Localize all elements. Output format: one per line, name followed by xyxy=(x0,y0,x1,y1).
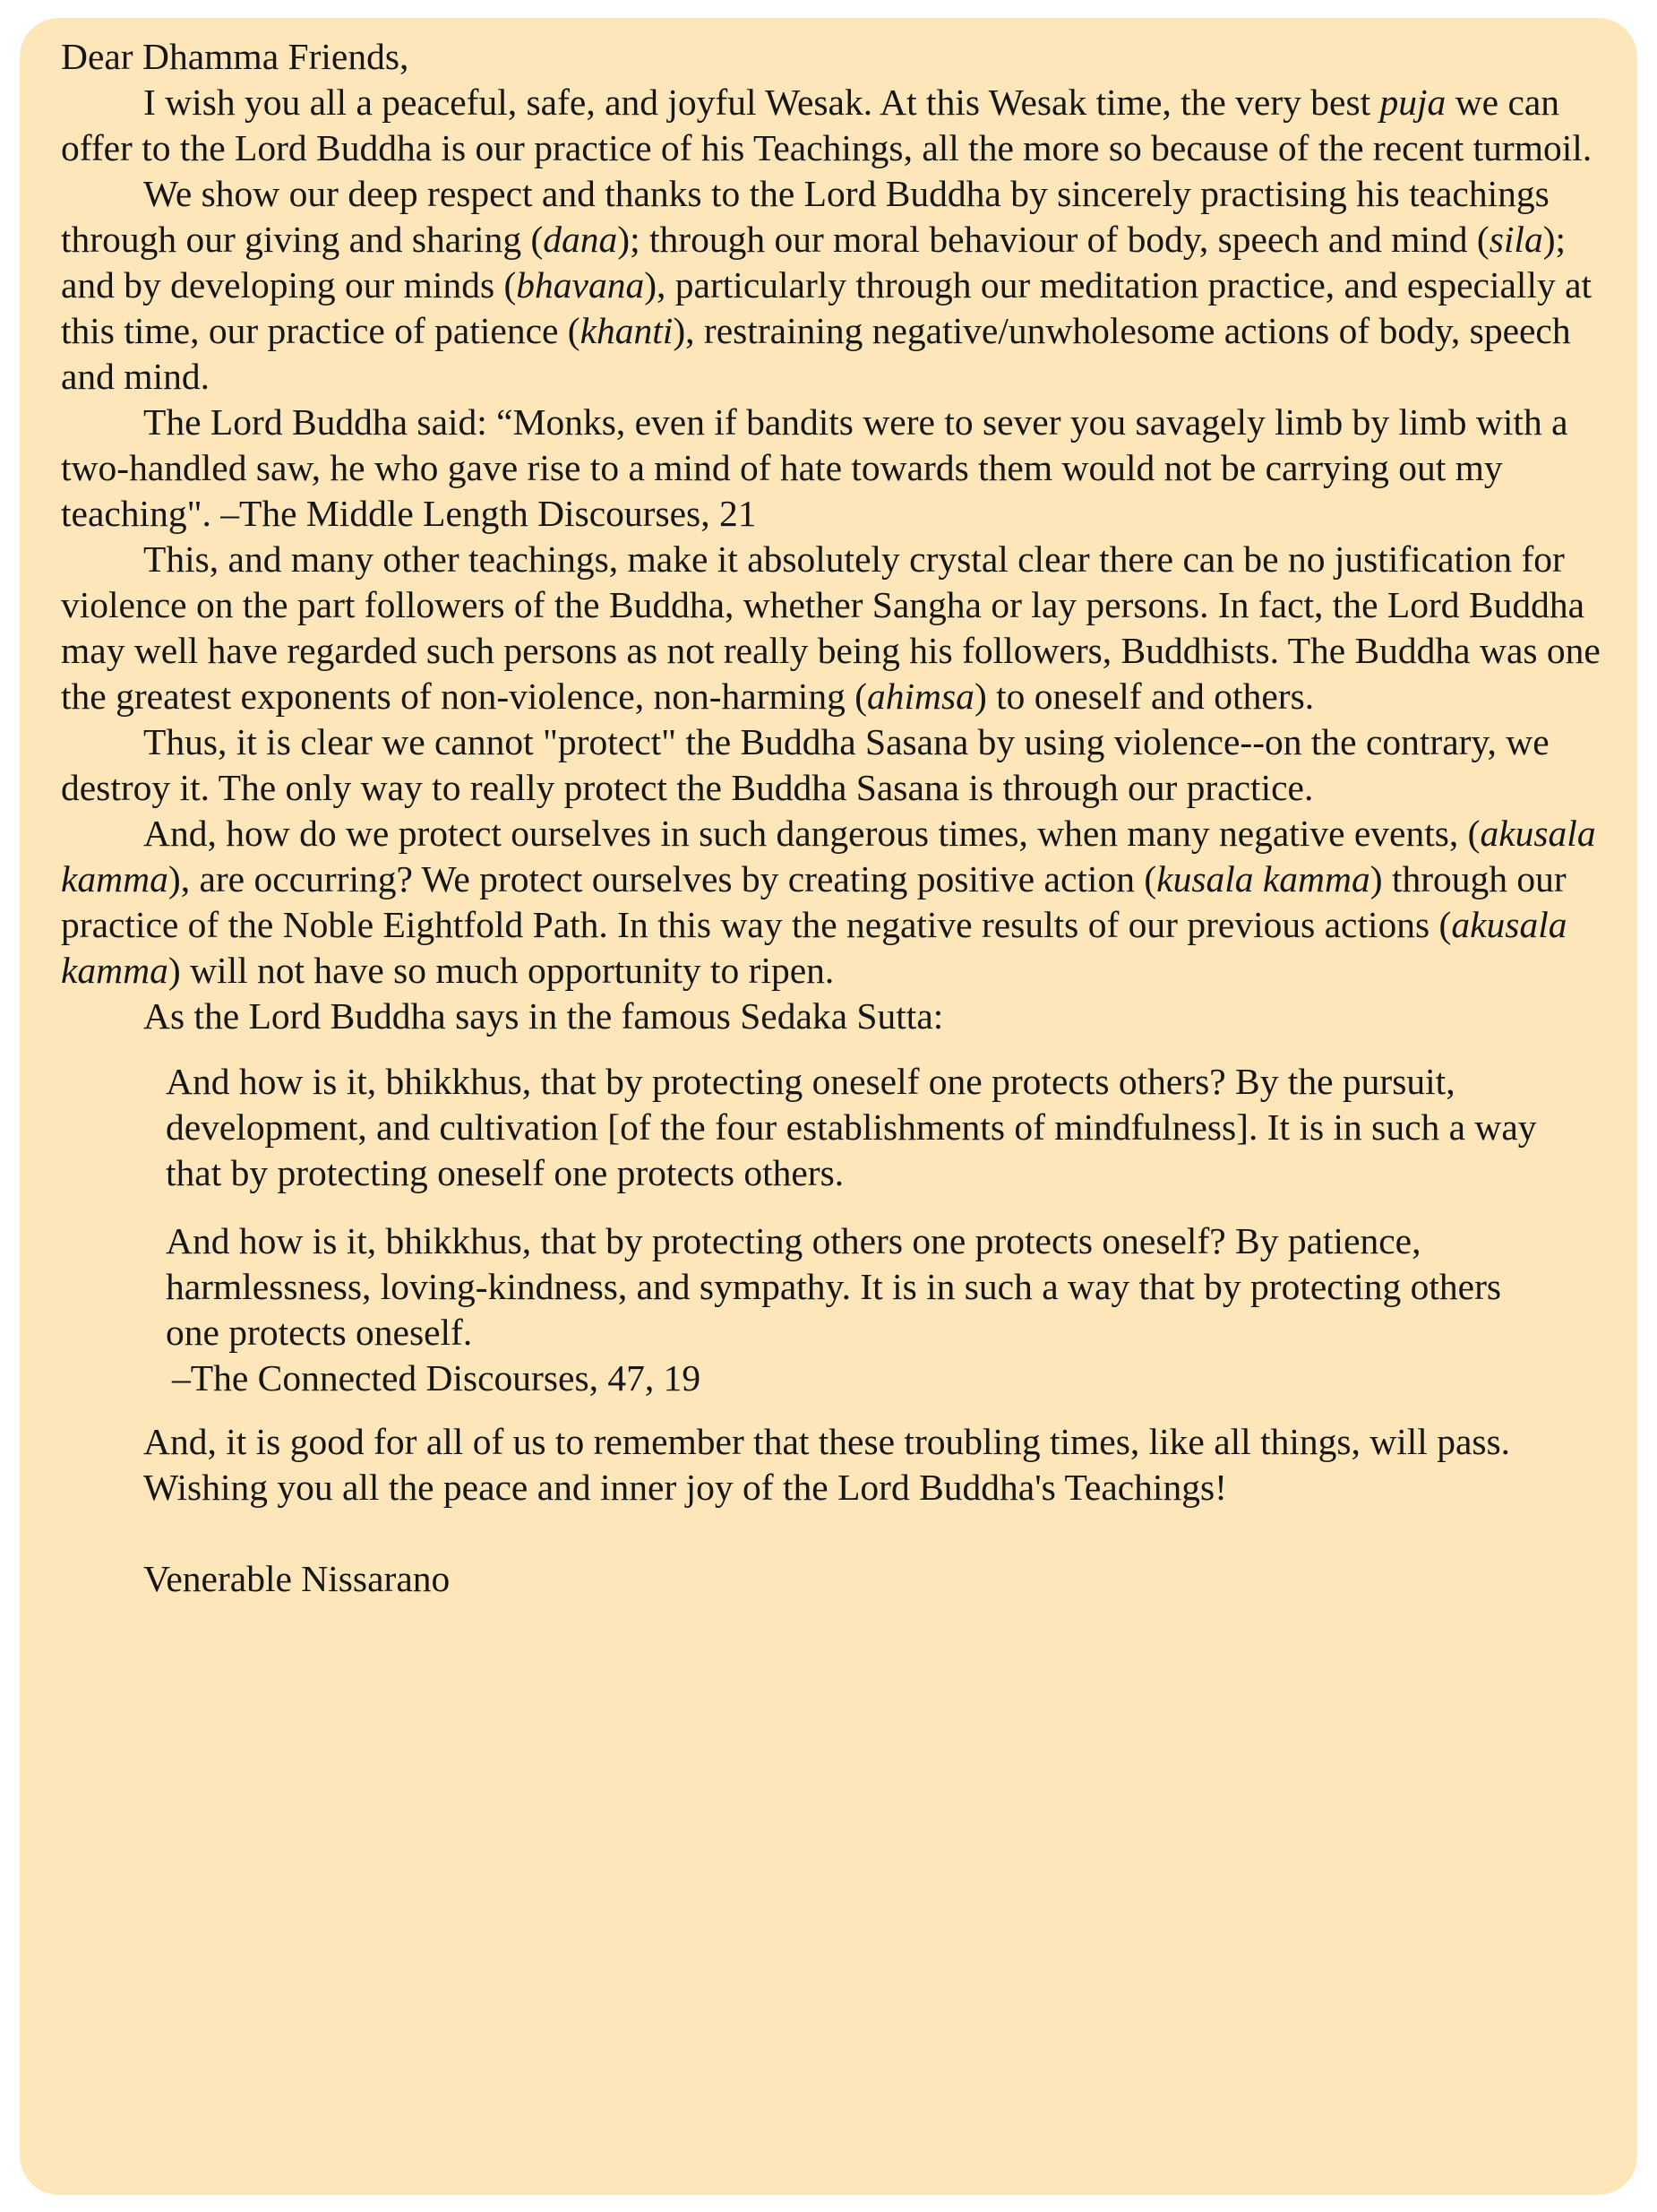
text-run: ); and by developing our minds ( xyxy=(61,219,1567,306)
paragraph-8: And, it is good for all of us to remember that these troubling times, like all things, will pass. xyxy=(143,1421,1511,1462)
pali-term: puja xyxy=(1379,82,1447,123)
paragraph-4 xyxy=(61,537,1606,719)
text-run: ) will not have so much opportunity to ripen. xyxy=(167,950,835,991)
paragraph-9: Wishing you all the peace and inner joy of the Lord Buddha's Teachings! xyxy=(143,1467,1227,1508)
paragraph-7: As the Lord Buddha says in the famous Sedaka Sutta: xyxy=(143,995,944,1037)
pali-term: dana xyxy=(543,219,618,260)
text-run: I wish you all a peaceful, safe, and joyful Wesak. At this Wesak time, the very best xyxy=(143,82,1380,123)
pali-term: akusala kamma xyxy=(61,904,1567,991)
text-run: we can offer to the Lord Buddha is our practice of his Teachings, all the more so because of the recent turmoil. xyxy=(61,82,1593,168)
paragraph-2 xyxy=(61,171,1606,400)
text-run: ); through our moral behaviour of body, speech and mind ( xyxy=(617,219,1490,260)
text-run: We show our deep respect and thanks to the Lord Buddha by sincerely practising his teachings through our giving and sharing ( xyxy=(61,173,1550,260)
salutation: Dear Dhamma Friends, xyxy=(61,36,409,77)
pali-term: khanti xyxy=(580,310,674,351)
block-quote xyxy=(166,1059,1545,1401)
signature: Venerable Nissarano xyxy=(143,1558,451,1599)
text-run: ), particularly through our meditation practice, and especially at this time, our practice of patience ( xyxy=(61,264,1593,351)
letter-body xyxy=(61,34,1606,1602)
text-run: ) through our practice of the Noble Eightfold Path. In this way the negative results of our previous actions ( xyxy=(61,858,1567,945)
spacer xyxy=(61,1511,1606,1556)
paragraph-3: The Lord Buddha said: “Monks, even if bandits were to sever you savagely limb by limb with a two-handled saw, he who gave rise to a mind of hate towards them would not be carrying out my teaching". –The Middle Length Discourses, 21 xyxy=(61,401,1568,534)
paragraph-1 xyxy=(61,80,1606,171)
quote-source: –The Connected Discourses, 47, 19 xyxy=(172,1357,701,1399)
paragraph-5: Thus, it is clear we cannot "protect" the Buddha Sasana by using violence--on the contrary, we destroy it. The only way to really protect the Buddha Sasana is through our practice. xyxy=(61,721,1550,808)
pali-term: akusala kamma xyxy=(61,813,1596,899)
text-run: ) to oneself and others. xyxy=(974,676,1315,717)
paragraph-6 xyxy=(61,811,1606,994)
pali-term: kusala kamma xyxy=(1156,858,1370,899)
text-run: ), are occurring? We protect ourselves by creating positive action ( xyxy=(167,858,1157,899)
pali-term: sila xyxy=(1489,219,1543,260)
pali-term: ahimsa xyxy=(867,676,974,717)
pali-term: bhavana xyxy=(516,264,645,306)
text-run: This, and many other teachings, make it absolutely crystal clear there can be no justification for violence on the part followers of the Buddha, whether Sangha or lay persons. In fact, the Lord Buddha may well have regarded such persons as not really being his followers, Buddhists. The Buddha was one the greatest exponents of non-violence, non-harming ( xyxy=(61,538,1601,717)
letter-card xyxy=(20,18,1637,2195)
quote-paragraph-1: And how is it, bhikkhus, that by protecting oneself one protects others? By the pursuit, development, and cultivation [of the four establishments of mindfulness]. It is in such a way that by protecting oneself one protects others. xyxy=(166,1061,1537,1193)
quote-paragraph-2: And how is it, bhikkhus, that by protecting others one protects oneself? By patience, harmlessness, loving-kindness, and sympathy. It is in such a way that by protecting others one protects oneself. xyxy=(166,1220,1502,1353)
text-run: ), restraining negative/unwholesome actions of body, speech and mind. xyxy=(61,310,1571,397)
text-run: And, how do we protect ourselves in such dangerous times, when many negative events, ( xyxy=(143,813,1481,854)
